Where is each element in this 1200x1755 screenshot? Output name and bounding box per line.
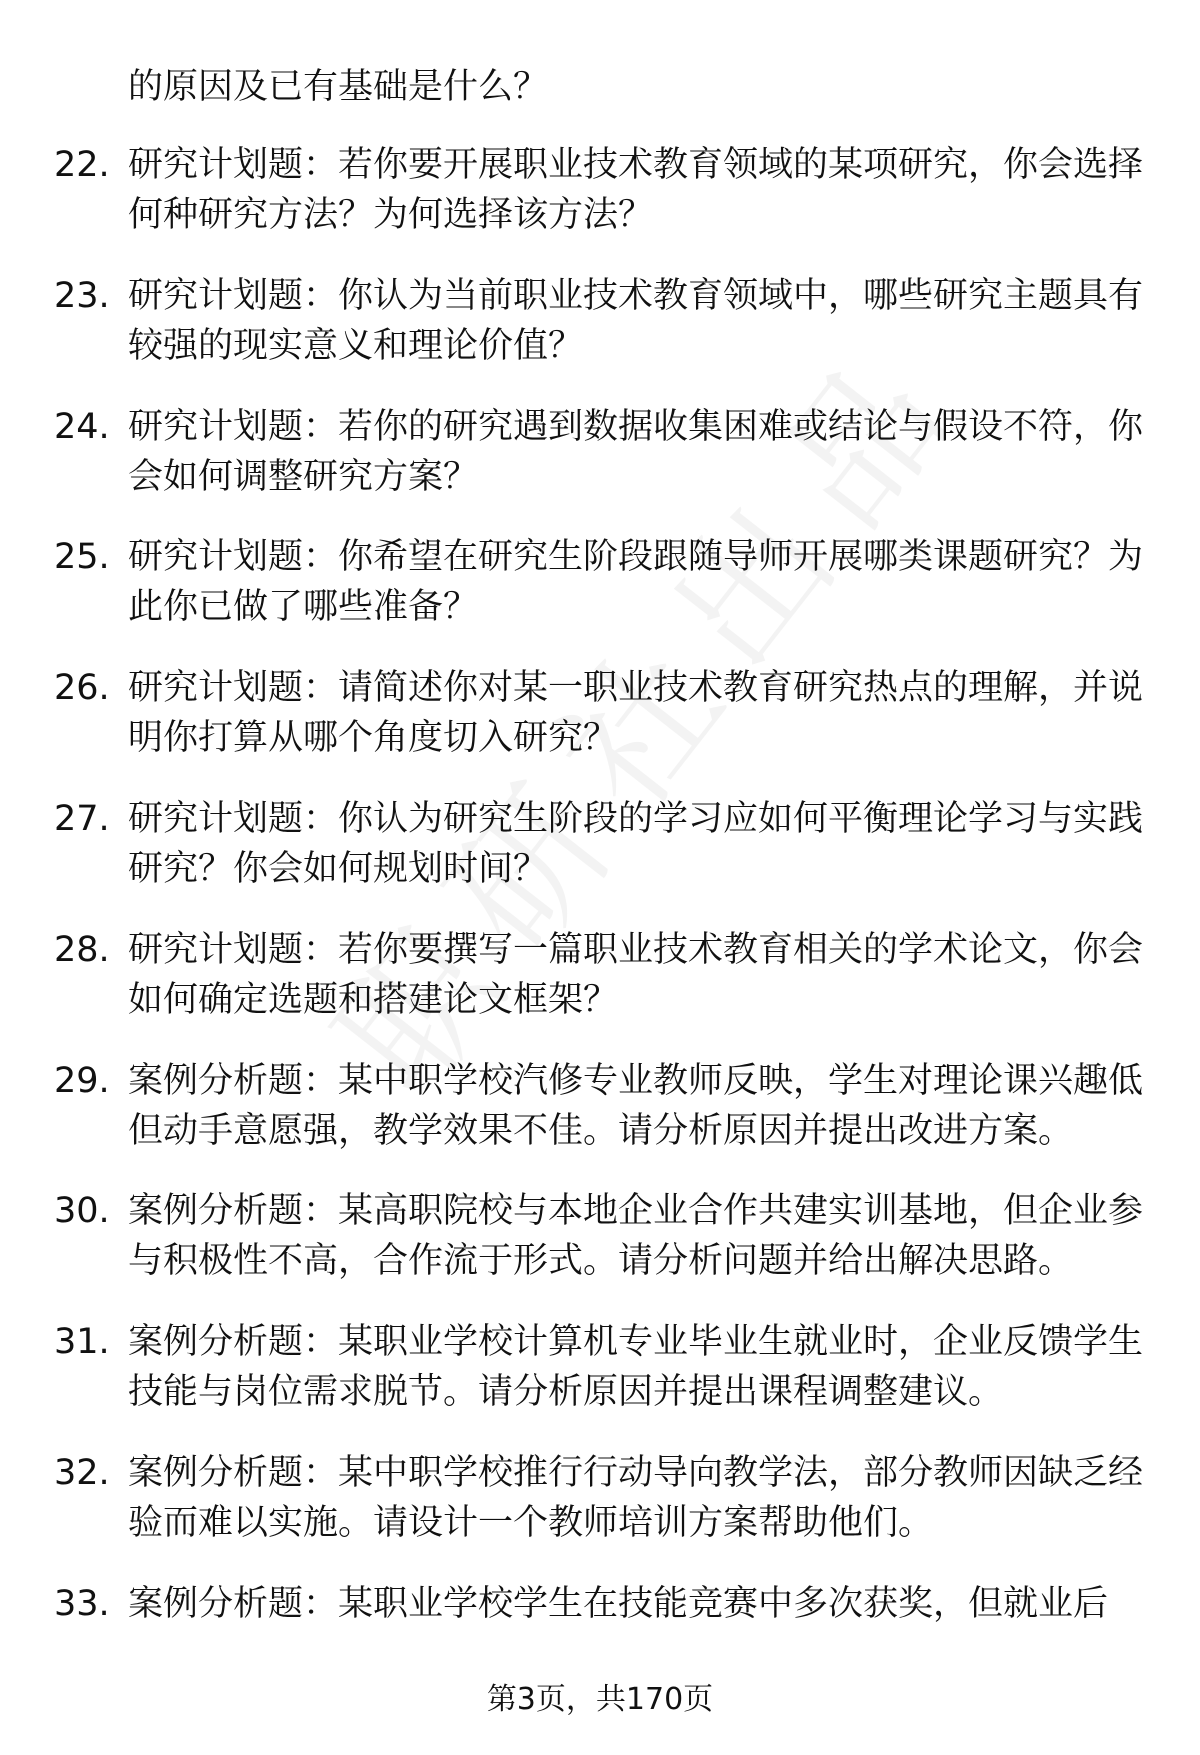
question-number: 33. — [54, 1583, 110, 1624]
question-text: 案例分析题：某职业学校学生在技能竞赛中多次获奖，但就业后 — [128, 1583, 1109, 1624]
question-item — [0, 794, 1200, 925]
question-text: 研究计划题：若你要开展职业技术教育领域的某项研究，你会选择何种研究方法？为何选择该方法？ — [128, 145, 1144, 235]
question-item — [0, 271, 1200, 402]
question-number: 29. — [54, 1060, 110, 1101]
question-text: 案例分析题：某职业学校计算机专业毕业生就业时，企业反馈学生技能与岗位需求脱节。请分析原因并提出课程调整建议。 — [128, 1322, 1144, 1413]
question-number: 23. — [54, 275, 110, 316]
question-item — [0, 1317, 1200, 1448]
question-number: 28. — [54, 929, 110, 970]
question-number: 31. — [54, 1322, 110, 1363]
question-text: 研究计划题：你希望在研究生阶段跟随导师开展哪类课题研究？为此你已做了哪些准备？ — [128, 537, 1144, 628]
page-footer: 第3页，共170页 — [486, 1682, 714, 1717]
question-number: 24. — [54, 406, 110, 447]
question-number: 26. — [54, 668, 110, 709]
question-text: 研究计划题：请简述你对某一职业技术教育研究热点的理解，并说明你打算从哪个角度切入研究？ — [128, 668, 1144, 759]
question-list — [0, 140, 1200, 1710]
question-number: 27. — [54, 798, 110, 839]
question-number: 32. — [54, 1452, 110, 1493]
question-item — [0, 1056, 1200, 1187]
question-number: 30. — [54, 1191, 110, 1232]
question-text: 案例分析题：某中职学校汽修专业教师反映，学生对理论课兴趣低但动手意愿强，教学效果不佳。请分析原因并提出改进方案。 — [128, 1060, 1144, 1151]
question-item — [0, 925, 1200, 1056]
question-text: 案例分析题：某高职院校与本地企业合作共建实训基地，但企业参与积极性不高，合作流于形式。请分析问题并给出解决思路。 — [128, 1191, 1144, 1282]
question-item — [0, 532, 1200, 663]
question-item — [0, 663, 1200, 794]
question-text: 研究计划题：若你的研究遇到数据收集困难或结论与假设不符，你会如何调整研究方案？ — [128, 406, 1144, 497]
continuation-text: 的原因及已有基础是什么？ — [128, 67, 549, 107]
question-number: 22. — [54, 145, 110, 185]
question-item — [0, 1448, 1200, 1579]
question-text: 研究计划题：你认为当前职业技术教育领域中，哪些研究主题具有较强的现实意义和理论价值？ — [128, 275, 1144, 366]
question-item — [0, 140, 1200, 271]
question-text: 案例分析题：某中职学校推行行动导向教学法，部分教师因缺乏经验而难以实施。请设计一个教师培训方案帮助他们。 — [128, 1452, 1144, 1543]
question-text: 研究计划题：若你要撰写一篇职业技术教育相关的学术论文，你会如何确定选题和搭建论文框架？ — [128, 929, 1144, 1020]
question-text: 研究计划题：你认为研究生阶段的学习应如何平衡理论学习与实践研究？你会如何规划时间？ — [128, 798, 1144, 889]
question-item — [0, 402, 1200, 533]
question-item — [0, 1186, 1200, 1317]
question-number: 25. — [54, 537, 110, 578]
